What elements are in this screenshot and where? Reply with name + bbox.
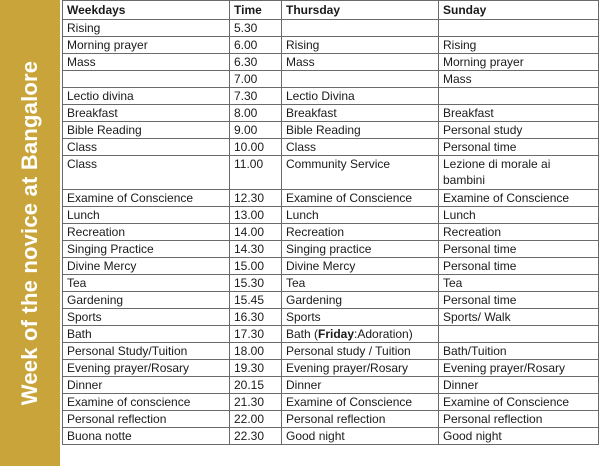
weekday-cell: Morning prayer <box>63 37 230 54</box>
weekday-cell: Recreation <box>63 224 230 241</box>
thursday-cell: Personal study / Tuition <box>282 343 439 360</box>
time-cell: 11.00 <box>230 156 282 190</box>
thursday-cell <box>282 20 439 37</box>
time-cell: 12.30 <box>230 190 282 207</box>
table-row <box>63 20 599 37</box>
weekday-cell: Lectio divina <box>63 88 230 105</box>
time-cell: 20.15 <box>230 377 282 394</box>
header-thursday: Thursday <box>282 1 439 20</box>
weekday-cell: Sports <box>63 309 230 326</box>
sunday-cell: Examine of Conscience <box>439 190 599 207</box>
sunday-cell: Bath/Tuition <box>439 343 599 360</box>
table-row <box>63 54 599 71</box>
time-cell: 6.00 <box>230 37 282 54</box>
header-sunday: Sunday <box>439 1 599 20</box>
thursday-cell: Personal reflection <box>282 411 439 428</box>
side-title: Week of the novice at Bangalore <box>17 60 42 406</box>
weekday-cell: Dinner <box>63 377 230 394</box>
thursday-cell: Good night <box>282 428 439 445</box>
sunday-cell: Personal reflection <box>439 411 599 428</box>
thursday-cell: Sports <box>282 309 439 326</box>
weekday-cell: Personal Study/Tuition <box>63 343 230 360</box>
sunday-cell: Personal study <box>439 122 599 139</box>
weekday-cell: Breakfast <box>63 105 230 122</box>
table-row <box>63 326 599 343</box>
weekday-cell: Bible Reading <box>63 122 230 139</box>
weekday-cell: Singing Practice <box>63 241 230 258</box>
time-cell: 16.30 <box>230 309 282 326</box>
weekday-cell: Examine of Conscience <box>63 190 230 207</box>
schedule-body <box>63 20 599 445</box>
table-row <box>63 309 599 326</box>
table-row <box>63 88 599 105</box>
thursday-text: :Adoration) <box>354 327 413 341</box>
thursday-cell: Bible Reading <box>282 122 439 139</box>
header-weekdays: Weekdays <box>63 1 230 20</box>
time-cell: 17.30 <box>230 326 282 343</box>
thursday-cell: Evening prayer/Rosary <box>282 360 439 377</box>
weekday-cell: Class <box>63 139 230 156</box>
table-row <box>63 105 599 122</box>
time-cell: 7.00 <box>230 71 282 88</box>
table-row <box>63 428 599 445</box>
table-row <box>63 258 599 275</box>
time-cell: 13.00 <box>230 207 282 224</box>
weekday-cell: Divine Mercy <box>63 258 230 275</box>
thursday-cell: Gardening <box>282 292 439 309</box>
weekday-cell: Tea <box>63 275 230 292</box>
thursday-cell: Class <box>282 139 439 156</box>
table-row <box>63 411 599 428</box>
header-time: Time <box>230 1 282 20</box>
weekday-cell: Buona notte <box>63 428 230 445</box>
weekday-cell: Evening prayer/Rosary <box>63 360 230 377</box>
thursday-cell: Divine Mercy <box>282 258 439 275</box>
time-cell: 9.00 <box>230 122 282 139</box>
thursday-text: Bath ( <box>286 327 319 341</box>
thursday-cell: Mass <box>282 54 439 71</box>
weekday-cell: Rising <box>63 20 230 37</box>
table-row <box>63 292 599 309</box>
table-row <box>63 394 599 411</box>
thursday-cell: Lunch <box>282 207 439 224</box>
table-row <box>63 207 599 224</box>
thursday-cell: Rising <box>282 37 439 54</box>
table-row <box>63 37 599 54</box>
sunday-cell: Personal time <box>439 139 599 156</box>
sunday-cell: Recreation <box>439 224 599 241</box>
thursday-cell: Community Service <box>282 156 439 190</box>
sunday-cell: Rising <box>439 37 599 54</box>
table-row <box>63 360 599 377</box>
weekday-cell: Personal reflection <box>63 411 230 428</box>
sunday-cell: Examine of Conscience <box>439 394 599 411</box>
table-row <box>63 275 599 292</box>
sunday-cell: Good night <box>439 428 599 445</box>
weekday-cell: Class <box>63 156 230 190</box>
sunday-cell: Sports/ Walk <box>439 309 599 326</box>
sunday-cell <box>439 326 599 343</box>
time-cell: 15.45 <box>230 292 282 309</box>
weekday-cell <box>63 71 230 88</box>
weekday-cell: Gardening <box>63 292 230 309</box>
thursday-cell: Lectio Divina <box>282 88 439 105</box>
time-cell: 15.30 <box>230 275 282 292</box>
weekday-cell: Mass <box>63 54 230 71</box>
table-row <box>63 377 599 394</box>
table-row <box>63 343 599 360</box>
weekday-cell: Examine of conscience <box>63 394 230 411</box>
time-cell: 22.00 <box>230 411 282 428</box>
thursday-cell: Examine of Conscience <box>282 394 439 411</box>
side-banner <box>0 0 60 466</box>
time-cell: 10.00 <box>230 139 282 156</box>
thursday-cell: Dinner <box>282 377 439 394</box>
table-row <box>63 156 599 190</box>
time-cell: 7.30 <box>230 88 282 105</box>
weekday-cell: Lunch <box>63 207 230 224</box>
sunday-cell: Breakfast <box>439 105 599 122</box>
table-row <box>63 139 599 156</box>
time-cell: 21.30 <box>230 394 282 411</box>
sunday-cell: Personal time <box>439 258 599 275</box>
time-cell: 8.00 <box>230 105 282 122</box>
time-cell: 5.30 <box>230 20 282 37</box>
time-cell: 6.30 <box>230 54 282 71</box>
sunday-cell: Personal time <box>439 241 599 258</box>
sunday-cell: Lezione di morale ai bambini <box>439 156 599 190</box>
table-row <box>63 224 599 241</box>
sunday-cell <box>439 20 599 37</box>
sunday-cell: Lunch <box>439 207 599 224</box>
time-cell: 22.30 <box>230 428 282 445</box>
table-row <box>63 71 599 88</box>
thursday-cell: Recreation <box>282 224 439 241</box>
sunday-cell: Personal time <box>439 292 599 309</box>
time-cell: 15.00 <box>230 258 282 275</box>
thursday-cell: Tea <box>282 275 439 292</box>
table-row <box>63 190 599 207</box>
thursday-cell: Examine of Conscience <box>282 190 439 207</box>
table-row <box>63 122 599 139</box>
thursday-bold-text: Friday <box>318 327 355 341</box>
time-cell: 18.00 <box>230 343 282 360</box>
sunday-cell: Dinner <box>439 377 599 394</box>
sunday-cell: Tea <box>439 275 599 292</box>
thursday-cell: Singing practice <box>282 241 439 258</box>
thursday-cell: Breakfast <box>282 105 439 122</box>
thursday-cell <box>282 326 439 343</box>
sunday-cell: Morning prayer <box>439 54 599 71</box>
time-cell: 14.00 <box>230 224 282 241</box>
thursday-cell <box>282 71 439 88</box>
schedule-table <box>62 0 599 445</box>
table-header-row <box>63 1 599 20</box>
sunday-cell: Evening prayer/Rosary <box>439 360 599 377</box>
table-row <box>63 241 599 258</box>
weekday-cell: Bath <box>63 326 230 343</box>
time-cell: 14.30 <box>230 241 282 258</box>
sunday-cell: Mass <box>439 71 599 88</box>
time-cell: 19.30 <box>230 360 282 377</box>
sunday-cell <box>439 88 599 105</box>
